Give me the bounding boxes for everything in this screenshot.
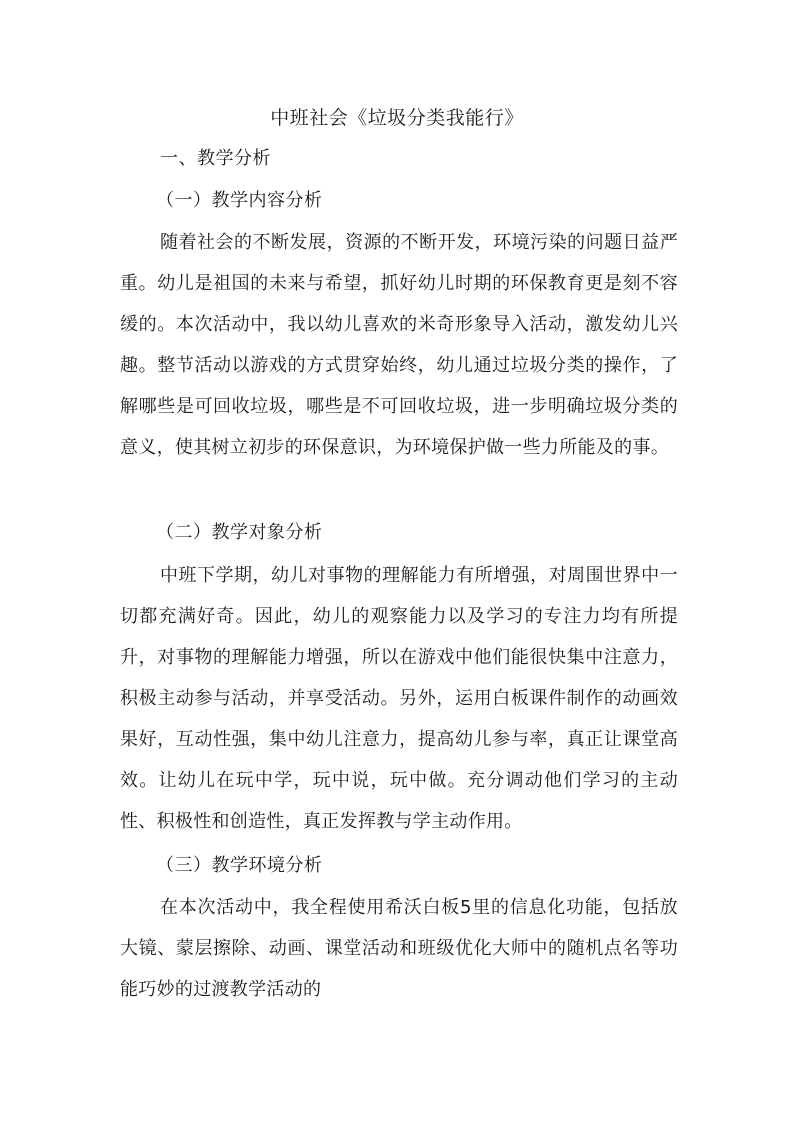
subsection-heading-audience-analysis: （二）教学对象分析 [156,522,323,543]
paragraph-content-analysis: 随着社会的不断发展，资源的不断开发，环境污染的问题日益严重。幼儿是祖国的未来与希望，抓好幼儿时期的环保教育更是刻不容缓的。本次活动中，我以幼儿喜欢的米奇形象导入活动，激发幼儿兴趣。整节活动以游戏的方式贯穿始终，幼儿通过垃圾分类的操作，了解哪些是可回收垃圾，哪些是不可回收垃圾，进一步明确垃圾分类的意义，使其树立初步的环保意识，为环境保护做一些力所能及的事。 [120,232,678,458]
document-title: 中班社会《垃圾分类我能行》 [270,107,524,129]
subsection-heading-content-analysis: （一）教学内容分析 [156,190,323,211]
paragraph-environment-analysis: 在本次活动中，我全程使用希沃白板5里的信息化功能，包括放大镜、蒙层擦除、动画、课堂活动和班级优化大师中的随机点名等功能巧妙的过渡教学活动的 [120,897,678,1000]
subsection-heading-environment-analysis: （三）教学环境分析 [156,855,323,876]
section-heading-teaching-analysis: 一、教学分析 [160,148,271,169]
paragraph-audience-analysis: 中班下学期，幼儿对事物的理解能力有所增强，对周围世界中一切都充满好奇。因此，幼儿的观察能力以及学习的专注力均有所提升，对事物的理解能力增强，所以在游戏中他们能很快集中注意力，积极主动参与活动，并享受活动。另外，运用白板课件制作的动画效果好，互动性强，集中幼儿注意力，提高幼儿参与率，真正让课堂高效。让幼儿在玩中学，玩中说，玩中做。充分调动他们学习的主动性、积极性和创造性，真正发挥教与学主动作用。 [120,565,678,832]
